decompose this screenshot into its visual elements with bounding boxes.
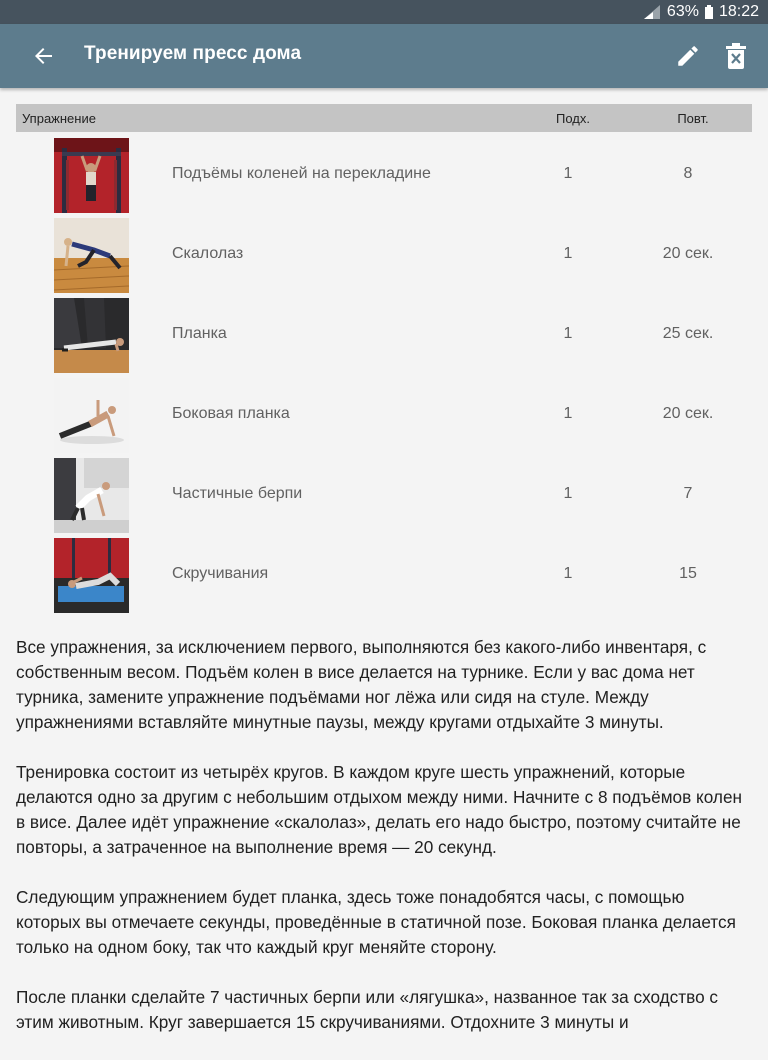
page-title: Тренируем пресс дома bbox=[84, 43, 302, 64]
exercise-name: Подъёмы коленей на перекладине bbox=[172, 165, 431, 182]
exercise-thumbnail bbox=[54, 378, 129, 453]
back-arrow-icon bbox=[35, 47, 53, 65]
table-row[interactable] bbox=[16, 456, 752, 536]
exercise-sets: 1 bbox=[563, 565, 573, 582]
exercise-reps: 15 bbox=[679, 565, 697, 582]
exercise-name: Планка bbox=[172, 325, 227, 342]
table-row[interactable] bbox=[16, 136, 752, 216]
table-header bbox=[16, 104, 752, 132]
trash-can-icon bbox=[725, 43, 747, 69]
description-paragraph: Тренировка состоит из четырёх кругов. В каждом круге шесть упражнений, которые делаются одно за другим с небольшим отдыхом между ними. Начните с 8 подъёмов колен в висе. Далее идёт упражнение «скалолаз», делать его надо быстро, поэтому считайте не повторы, а затраченное на выполнение время — 20 секунд. bbox=[16, 762, 742, 857]
description-paragraph: После планки сделайте 7 частичных берпи или «лягушка», названное так за сходство с этим животным. Круг завершается 15 скручиваниями. Отдохните 3 минуты и bbox=[16, 987, 719, 1032]
exercise-reps: 7 bbox=[683, 485, 693, 502]
exercise-name: Боковая планка bbox=[172, 405, 290, 422]
exercise-name: Частичные берпи bbox=[172, 485, 303, 502]
exercise-thumbnail bbox=[54, 538, 129, 613]
table-row[interactable] bbox=[16, 536, 752, 616]
table-row[interactable] bbox=[16, 376, 752, 456]
exercise-sets: 1 bbox=[563, 405, 573, 422]
exercise-sets: 1 bbox=[563, 245, 573, 262]
exercise-sets: 1 bbox=[563, 165, 573, 182]
battery-icon bbox=[705, 5, 713, 19]
exercise-sets: 1 bbox=[563, 485, 573, 502]
status-bar bbox=[0, 0, 768, 24]
table-row[interactable] bbox=[16, 296, 752, 376]
delete-button[interactable] bbox=[716, 38, 756, 74]
column-header-exercise: Упражнение bbox=[22, 111, 96, 126]
status-indicators bbox=[643, 2, 759, 22]
column-header-reps: Повт. bbox=[677, 111, 709, 126]
description-paragraph: Все упражнения, за исключением первого, выполняются без какого-либо инвентаря, с собственным весом. Подъём колен в висе делается на турнике. Если у вас дома нет турника, замените упражнение подъёмами ног лёжа или сидя на стуле. Между упражнениями вставляйте минутные паузы, между кругами отдыхайте 3 минуты. bbox=[16, 637, 707, 732]
exercise-sets: 1 bbox=[563, 325, 573, 342]
exercise-thumbnail bbox=[54, 218, 129, 293]
exercise-reps: 20 сек. bbox=[662, 405, 714, 422]
description-paragraph: Следующим упражнением будет планка, здесь тоже понадобятся часы, с помощью которых вы отмечаете секунды, проведённые в статичной позе. Боковая планка делается только на одном боку, так что каждый круг меняйте сторону. bbox=[16, 887, 736, 957]
app-bar bbox=[0, 24, 768, 88]
exercise-reps: 25 сек. bbox=[662, 325, 714, 342]
table-row[interactable] bbox=[16, 216, 752, 296]
exercise-thumbnail bbox=[54, 138, 129, 213]
exercise-reps: 8 bbox=[683, 165, 693, 182]
exercise-thumbnail bbox=[54, 458, 129, 533]
exercise-reps: 20 сек. bbox=[662, 245, 714, 262]
clock: 18:22 bbox=[718, 3, 759, 20]
workout-description bbox=[16, 635, 746, 1060]
exercise-name: Скалолаз bbox=[172, 245, 244, 262]
exercise-thumbnail bbox=[54, 298, 129, 373]
battery-percent: 63% bbox=[666, 3, 699, 20]
pencil-icon bbox=[675, 43, 701, 69]
edit-button[interactable] bbox=[668, 38, 708, 74]
column-header-sets: Подх. bbox=[556, 111, 590, 126]
signal-icon bbox=[643, 4, 661, 20]
back-button[interactable] bbox=[24, 38, 64, 74]
exercise-name: Скручивания bbox=[172, 565, 269, 582]
